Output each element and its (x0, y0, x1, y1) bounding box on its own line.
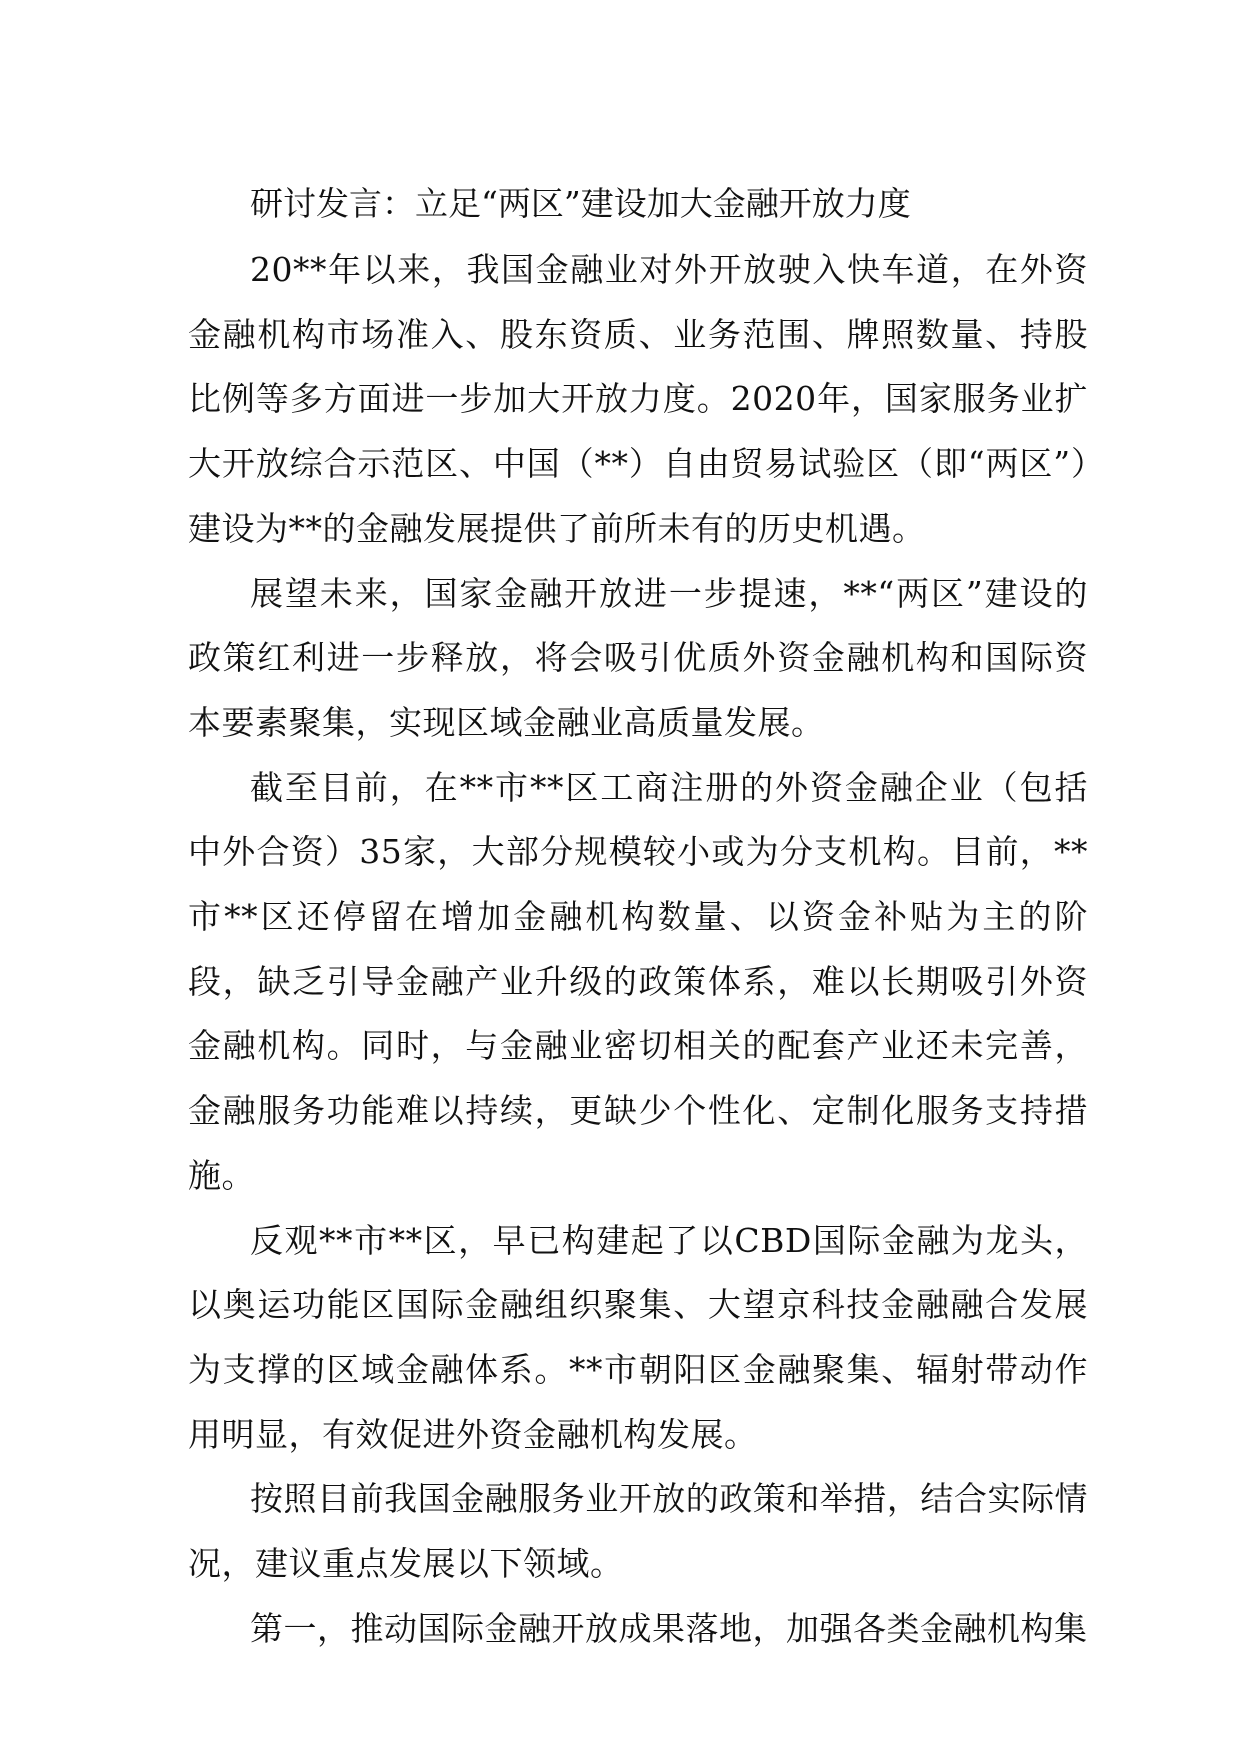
paragraph-6: 第一，推动国际金融开放成果落地，加强各类金融机构集 (250, 1608, 1088, 1648)
paragraph-5: 按照目前我国金融服务业开放的政策和举措，结合实际情况，建议重点发展以下领域。 (188, 1479, 1088, 1584)
paragraph-2: 展望未来，国家金融开放进一步提速，**“两区”建设的政策红利进一步释放，将会吸引优质外资金融机构和国际资本要素聚集，实现区域金融业高质量发展。 (188, 573, 1088, 742)
paragraph-4: 反观**市**区，早已构建起了以CBD国际金融为龙头，以奥运功能区国际金融组织聚集、大望京科技金融融合发展为支撑的区域金融体系。**市朝阳区金融聚集、辐射带动作用明显，有效促进外资金融机构发展。 (188, 1220, 1088, 1454)
paragraph-1: 20**年以来，我国金融业对外开放驶入快车道，在外资金融机构市场准入、股东资质、业务范围、牌照数量、持股比例等多方面进一步加大开放力度。2020年，国家服务业扩大开放综合示范区、中国（**）自由贸易试验区（即“两区”）建设为**的金融发展提供了前所未有的历史机遇。 (188, 250, 1088, 548)
document-page (188, 172, 1088, 1661)
paragraph-3: 截至目前，在**市**区工商注册的外资金融企业（包括中外合资）35家，大部分规模较小或为分支机构。目前，**市**区还停留在增加金融机构数量、以资金补贴为主的阶段，缺乏引导金融产业升级的政策体系，难以长期吸引外资金融机构。同时，与金融业密切相关的配套产业还未完善，金融服务功能难以持续，更缺少个性化、定制化服务支持措施。 (188, 767, 1088, 1195)
document-title: 研讨发言：立足“两区”建设加大金融开放力度 (250, 184, 911, 223)
